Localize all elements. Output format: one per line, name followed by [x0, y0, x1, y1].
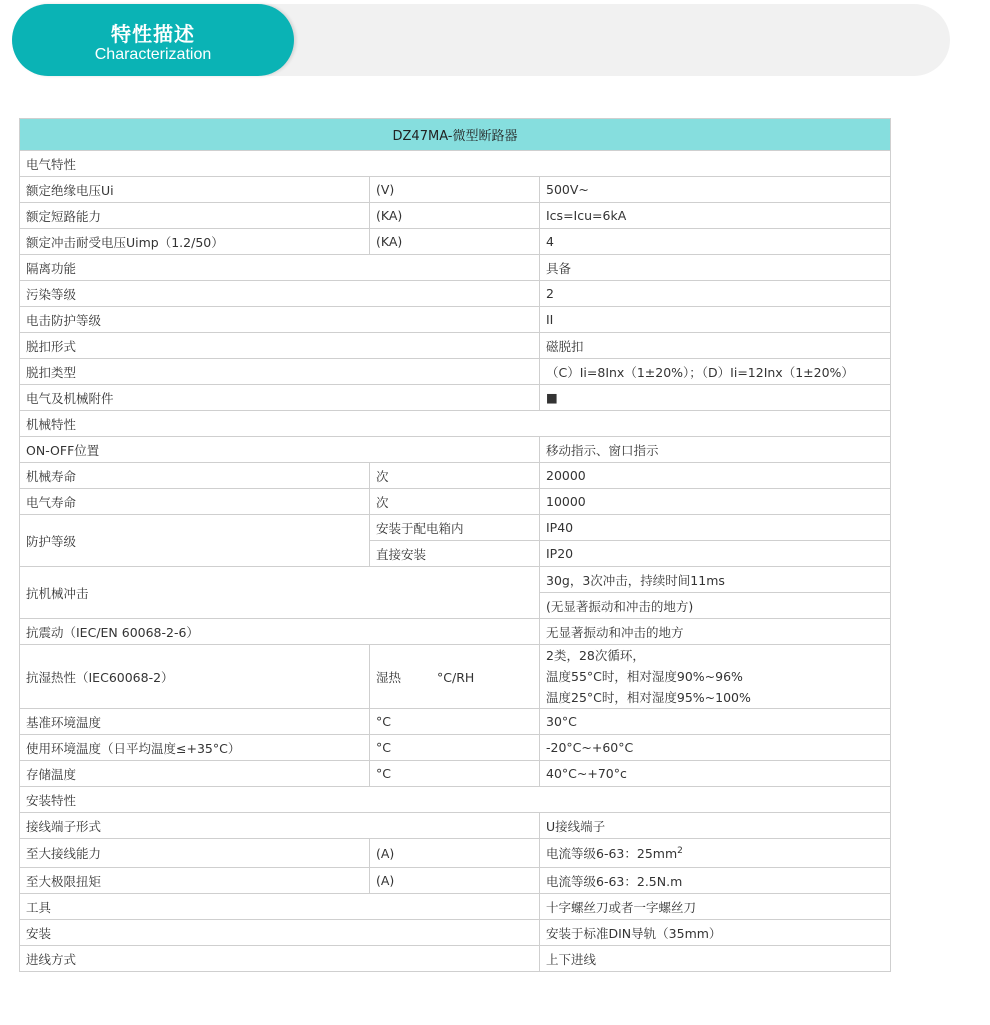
- row-sub: 安装于配电箱内: [370, 515, 540, 541]
- row-name: 存储温度: [20, 761, 370, 787]
- section-row: [20, 151, 891, 177]
- row-name: 污染等级: [20, 281, 540, 307]
- row-value: IP40: [540, 515, 891, 541]
- table-row: [20, 307, 891, 333]
- row-unit: (A): [370, 868, 540, 894]
- table-row: [20, 894, 891, 920]
- section-installation: 安装特性: [20, 787, 891, 813]
- row-name: 基准环境温度: [20, 709, 370, 735]
- row-name: 至大极限扭矩: [20, 868, 370, 894]
- row-name: 额定短路能力: [20, 203, 370, 229]
- value-text: 电流等级6-63：25mm: [546, 846, 678, 861]
- row-value: II: [540, 307, 891, 333]
- table-row: [20, 281, 891, 307]
- row-sub: 直接安装: [370, 541, 540, 567]
- table-row: [20, 839, 891, 868]
- table-row: [20, 229, 891, 255]
- section-banner: [12, 4, 294, 76]
- table-row: [20, 868, 891, 894]
- table-row: [20, 515, 891, 541]
- row-unit: (V): [370, 177, 540, 203]
- table-row: [20, 567, 891, 593]
- row-value: 4: [540, 229, 891, 255]
- value-line: 温度55°C时，相对湿度90%~96%: [546, 669, 743, 684]
- row-name: 电气寿命: [20, 489, 370, 515]
- row-value: Ics=Icu=6kA: [540, 203, 891, 229]
- row-name: 抗震动（IEC/EN 60068-2-6）: [20, 619, 540, 645]
- table-row: [20, 203, 891, 229]
- row-value: -20°C~+60°C: [540, 735, 891, 761]
- table-row: [20, 761, 891, 787]
- row-name: 抗湿热性（IEC60068-2）: [20, 645, 370, 709]
- row-value: U接线端子: [540, 813, 891, 839]
- row-name: 隔离功能: [20, 255, 540, 281]
- row-unit: (A): [370, 839, 540, 868]
- row-value: 上下进线: [540, 946, 891, 972]
- row-value: 10000: [540, 489, 891, 515]
- row-value: 安装于标准DIN导轨（35mm）: [540, 920, 891, 946]
- value-line: 温度25°C时，相对湿度95%~100%: [546, 690, 751, 705]
- table-row: [20, 813, 891, 839]
- row-value: IP20: [540, 541, 891, 567]
- row-name: 电气及机械附件: [20, 385, 540, 411]
- row-value: 500V~: [540, 177, 891, 203]
- row-unit: °C: [370, 709, 540, 735]
- row-name: 至大接线能力: [20, 839, 370, 868]
- table-row: [20, 385, 891, 411]
- row-name: 抗机械冲击: [20, 567, 540, 619]
- row-name: 接线端子形式: [20, 813, 540, 839]
- row-value: 40°C~+70°c: [540, 761, 891, 787]
- table-row: [20, 619, 891, 645]
- table-row: [20, 645, 891, 709]
- section-row: [20, 411, 891, 437]
- table-row: [20, 920, 891, 946]
- row-value: （C）Ii=8Inx（1±20%）；（D）Ii=12Inx（1±20%）: [540, 359, 891, 385]
- row-name: 脱扣形式: [20, 333, 540, 359]
- table-row: [20, 709, 891, 735]
- row-name: 防护等级: [20, 515, 370, 567]
- row-unit: (KA): [370, 203, 540, 229]
- table-row: [20, 437, 891, 463]
- unit-rh: °C/RH: [437, 669, 475, 685]
- row-unit: 次: [370, 463, 540, 489]
- row-value: [540, 839, 891, 868]
- row-value: 2: [540, 281, 891, 307]
- row-value: 移动指示、窗口指示: [540, 437, 891, 463]
- table-row: [20, 735, 891, 761]
- row-name: ON-OFF位置: [20, 437, 540, 463]
- row-name: 额定冲击耐受电压Uimp（1.2/50）: [20, 229, 370, 255]
- row-value: [540, 645, 891, 709]
- row-value: 20000: [540, 463, 891, 489]
- spec-table: [19, 118, 891, 972]
- value-line: 2类，28次循环，: [546, 648, 645, 663]
- row-name: 脱扣类型: [20, 359, 540, 385]
- row-value: ■: [540, 385, 891, 411]
- row-value: 电流等级6-63：2.5N.m: [540, 868, 891, 894]
- table-row: [20, 359, 891, 385]
- section-electrical: 电气特性: [20, 151, 891, 177]
- row-value: 30°C: [540, 709, 891, 735]
- row-name: 工具: [20, 894, 540, 920]
- table-row: [20, 463, 891, 489]
- row-name: 电击防护等级: [20, 307, 540, 333]
- table-row: [20, 489, 891, 515]
- table-row: [20, 333, 891, 359]
- section-row: [20, 787, 891, 813]
- row-unit: °C: [370, 761, 540, 787]
- table-title: DZ47MA-微型断路器: [20, 119, 891, 151]
- row-value: 十字螺丝刀或者一字螺丝刀: [540, 894, 891, 920]
- row-name: 机械寿命: [20, 463, 370, 489]
- row-name: 进线方式: [20, 946, 540, 972]
- row-value: 磁脱扣: [540, 333, 891, 359]
- table-title-row: [20, 119, 891, 151]
- row-unit: [370, 645, 540, 709]
- row-value: (无显著振动和冲击的地方): [540, 593, 891, 619]
- section-mechanical: 机械特性: [20, 411, 891, 437]
- row-unit: °C: [370, 735, 540, 761]
- row-name: 使用环境温度（日平均温度≤+35°C）: [20, 735, 370, 761]
- table-row: [20, 177, 891, 203]
- row-value: 30g，3次冲击，持续时间11ms: [540, 567, 891, 593]
- superscript: 2: [677, 845, 683, 856]
- table-row: [20, 255, 891, 281]
- banner-title-cn: 特性描述: [111, 22, 195, 46]
- table-row: [20, 946, 891, 972]
- row-value: 具备: [540, 255, 891, 281]
- row-unit: (KA): [370, 229, 540, 255]
- row-name: 额定绝缘电压Ui: [20, 177, 370, 203]
- row-unit: 次: [370, 489, 540, 515]
- row-value: 无显著振动和冲击的地方: [540, 619, 891, 645]
- row-name: 安装: [20, 920, 540, 946]
- banner-title-en: Characterization: [94, 46, 212, 63]
- unit-humid: 湿热: [376, 669, 402, 685]
